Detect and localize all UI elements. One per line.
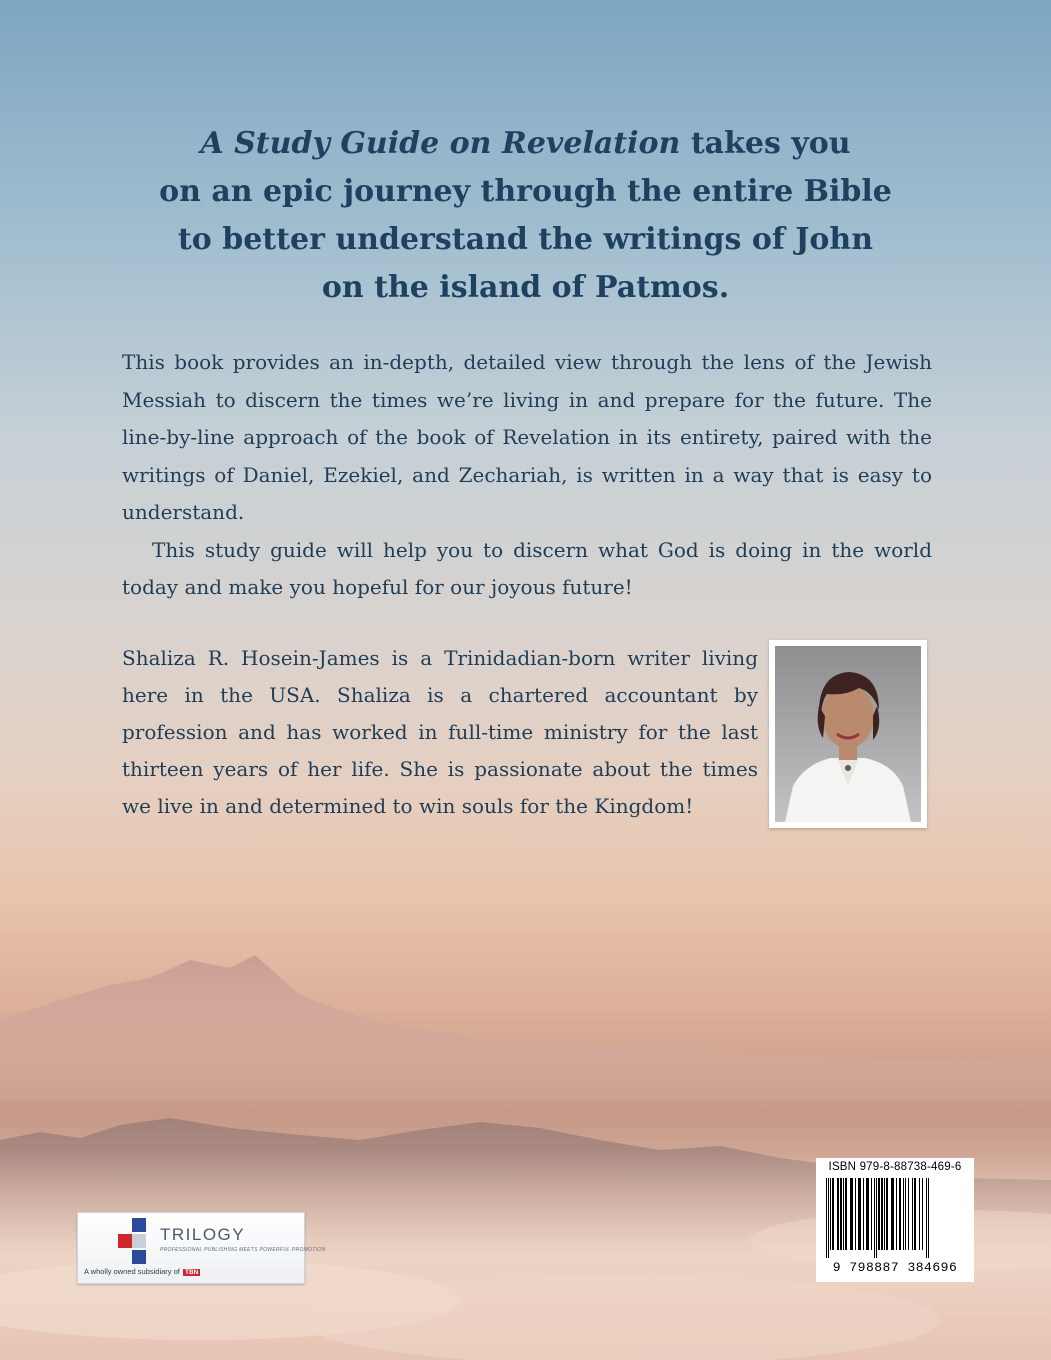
headline-line4: on the island of Patmos. xyxy=(321,270,730,305)
barcode-bar xyxy=(878,1178,880,1250)
publisher-tagline: PROFESSIONAL PUBLISHING MEETS POWERFUL PROMOTION xyxy=(160,1247,326,1253)
barcode-bar xyxy=(922,1178,923,1250)
barcode-bar xyxy=(912,1178,913,1250)
author-bio: Shaliza R. Hosein-James is a Trinidadian-born writer living here in the USA. Shaliza is a chartered accountant by profession and has worked in full-time ministry for the last thirteen years of her life. She is passionate about the times we live in and determined to win souls for the Kingdom! xyxy=(122,646,758,818)
publisher-name: TRILOGY xyxy=(160,1225,246,1244)
book-description xyxy=(122,344,932,607)
barcode-bar xyxy=(914,1178,916,1250)
subsidiary-text: A wholly owned subsidiary of xyxy=(84,1267,180,1276)
headline-line2: on an epic journey through the entire Bible xyxy=(159,174,892,209)
barcode-bar xyxy=(886,1178,888,1250)
barcode-bar xyxy=(874,1178,875,1258)
barcode-bar xyxy=(863,1178,864,1250)
barcode-bar xyxy=(903,1178,904,1250)
headline-line3: to better understand the writings of John xyxy=(177,222,874,257)
description-paragraph-2: This study guide will help you to discern what God is doing in the world today and make you hopeful for our joyous future! xyxy=(122,537,932,599)
tbn-logo: TBN xyxy=(184,1269,199,1276)
trilogy-logo-icon xyxy=(118,1218,154,1264)
barcode-bar xyxy=(899,1178,901,1250)
publisher-subsidiary-line xyxy=(84,1267,200,1276)
author-portrait xyxy=(775,646,921,822)
publisher-logo xyxy=(77,1212,326,1284)
barcode-bar xyxy=(896,1178,897,1250)
far-mountain-range xyxy=(0,955,1051,1100)
barcode-bars xyxy=(824,1178,966,1258)
barcode-bar xyxy=(855,1178,856,1250)
author-photo xyxy=(769,640,927,828)
book-title: A Study Guide on Revelation xyxy=(200,126,681,161)
barcode-bar xyxy=(845,1178,847,1250)
barcode-bar xyxy=(840,1178,842,1250)
barcode-bar xyxy=(926,1178,927,1258)
barcode-digits: 9 798887 384696 xyxy=(832,1260,958,1275)
barcode-bar xyxy=(866,1178,869,1250)
barcode-bar xyxy=(919,1178,920,1250)
barcode-bar xyxy=(826,1178,827,1258)
isbn-barcode xyxy=(816,1158,974,1282)
barcode-bar xyxy=(908,1178,909,1250)
barcode-bar xyxy=(830,1178,831,1250)
barcode-bar xyxy=(871,1178,872,1250)
barcode-bar xyxy=(884,1178,885,1250)
barcode-bar xyxy=(876,1178,877,1258)
description-paragraph-1: This book provides an in-depth, detailed view through the lens of the Jewish Messiah to discern the times we’re living in and prepare for the future. The line-by-line approach of the book of Revelation in its entirety, paired with the writings of Daniel, Ezekiel, and Zechariah, is written in a way that is easy to understand. xyxy=(122,350,932,524)
isbn-label: ISBN 979-8-88738-469-6 xyxy=(828,1161,962,1173)
barcode-bar xyxy=(832,1178,834,1250)
barcode-bar xyxy=(828,1178,829,1258)
barcode-bar xyxy=(905,1178,906,1250)
barcode-bar xyxy=(881,1178,883,1250)
barcode-bar xyxy=(858,1178,861,1250)
barcode-bar xyxy=(850,1178,853,1250)
barcode-bar xyxy=(837,1178,839,1250)
headline-blurb xyxy=(150,120,901,312)
barcode-bar xyxy=(891,1178,894,1250)
headline-line1-rest: takes you xyxy=(680,126,851,161)
barcode-bar xyxy=(843,1178,844,1250)
barcode-bar xyxy=(928,1178,929,1258)
